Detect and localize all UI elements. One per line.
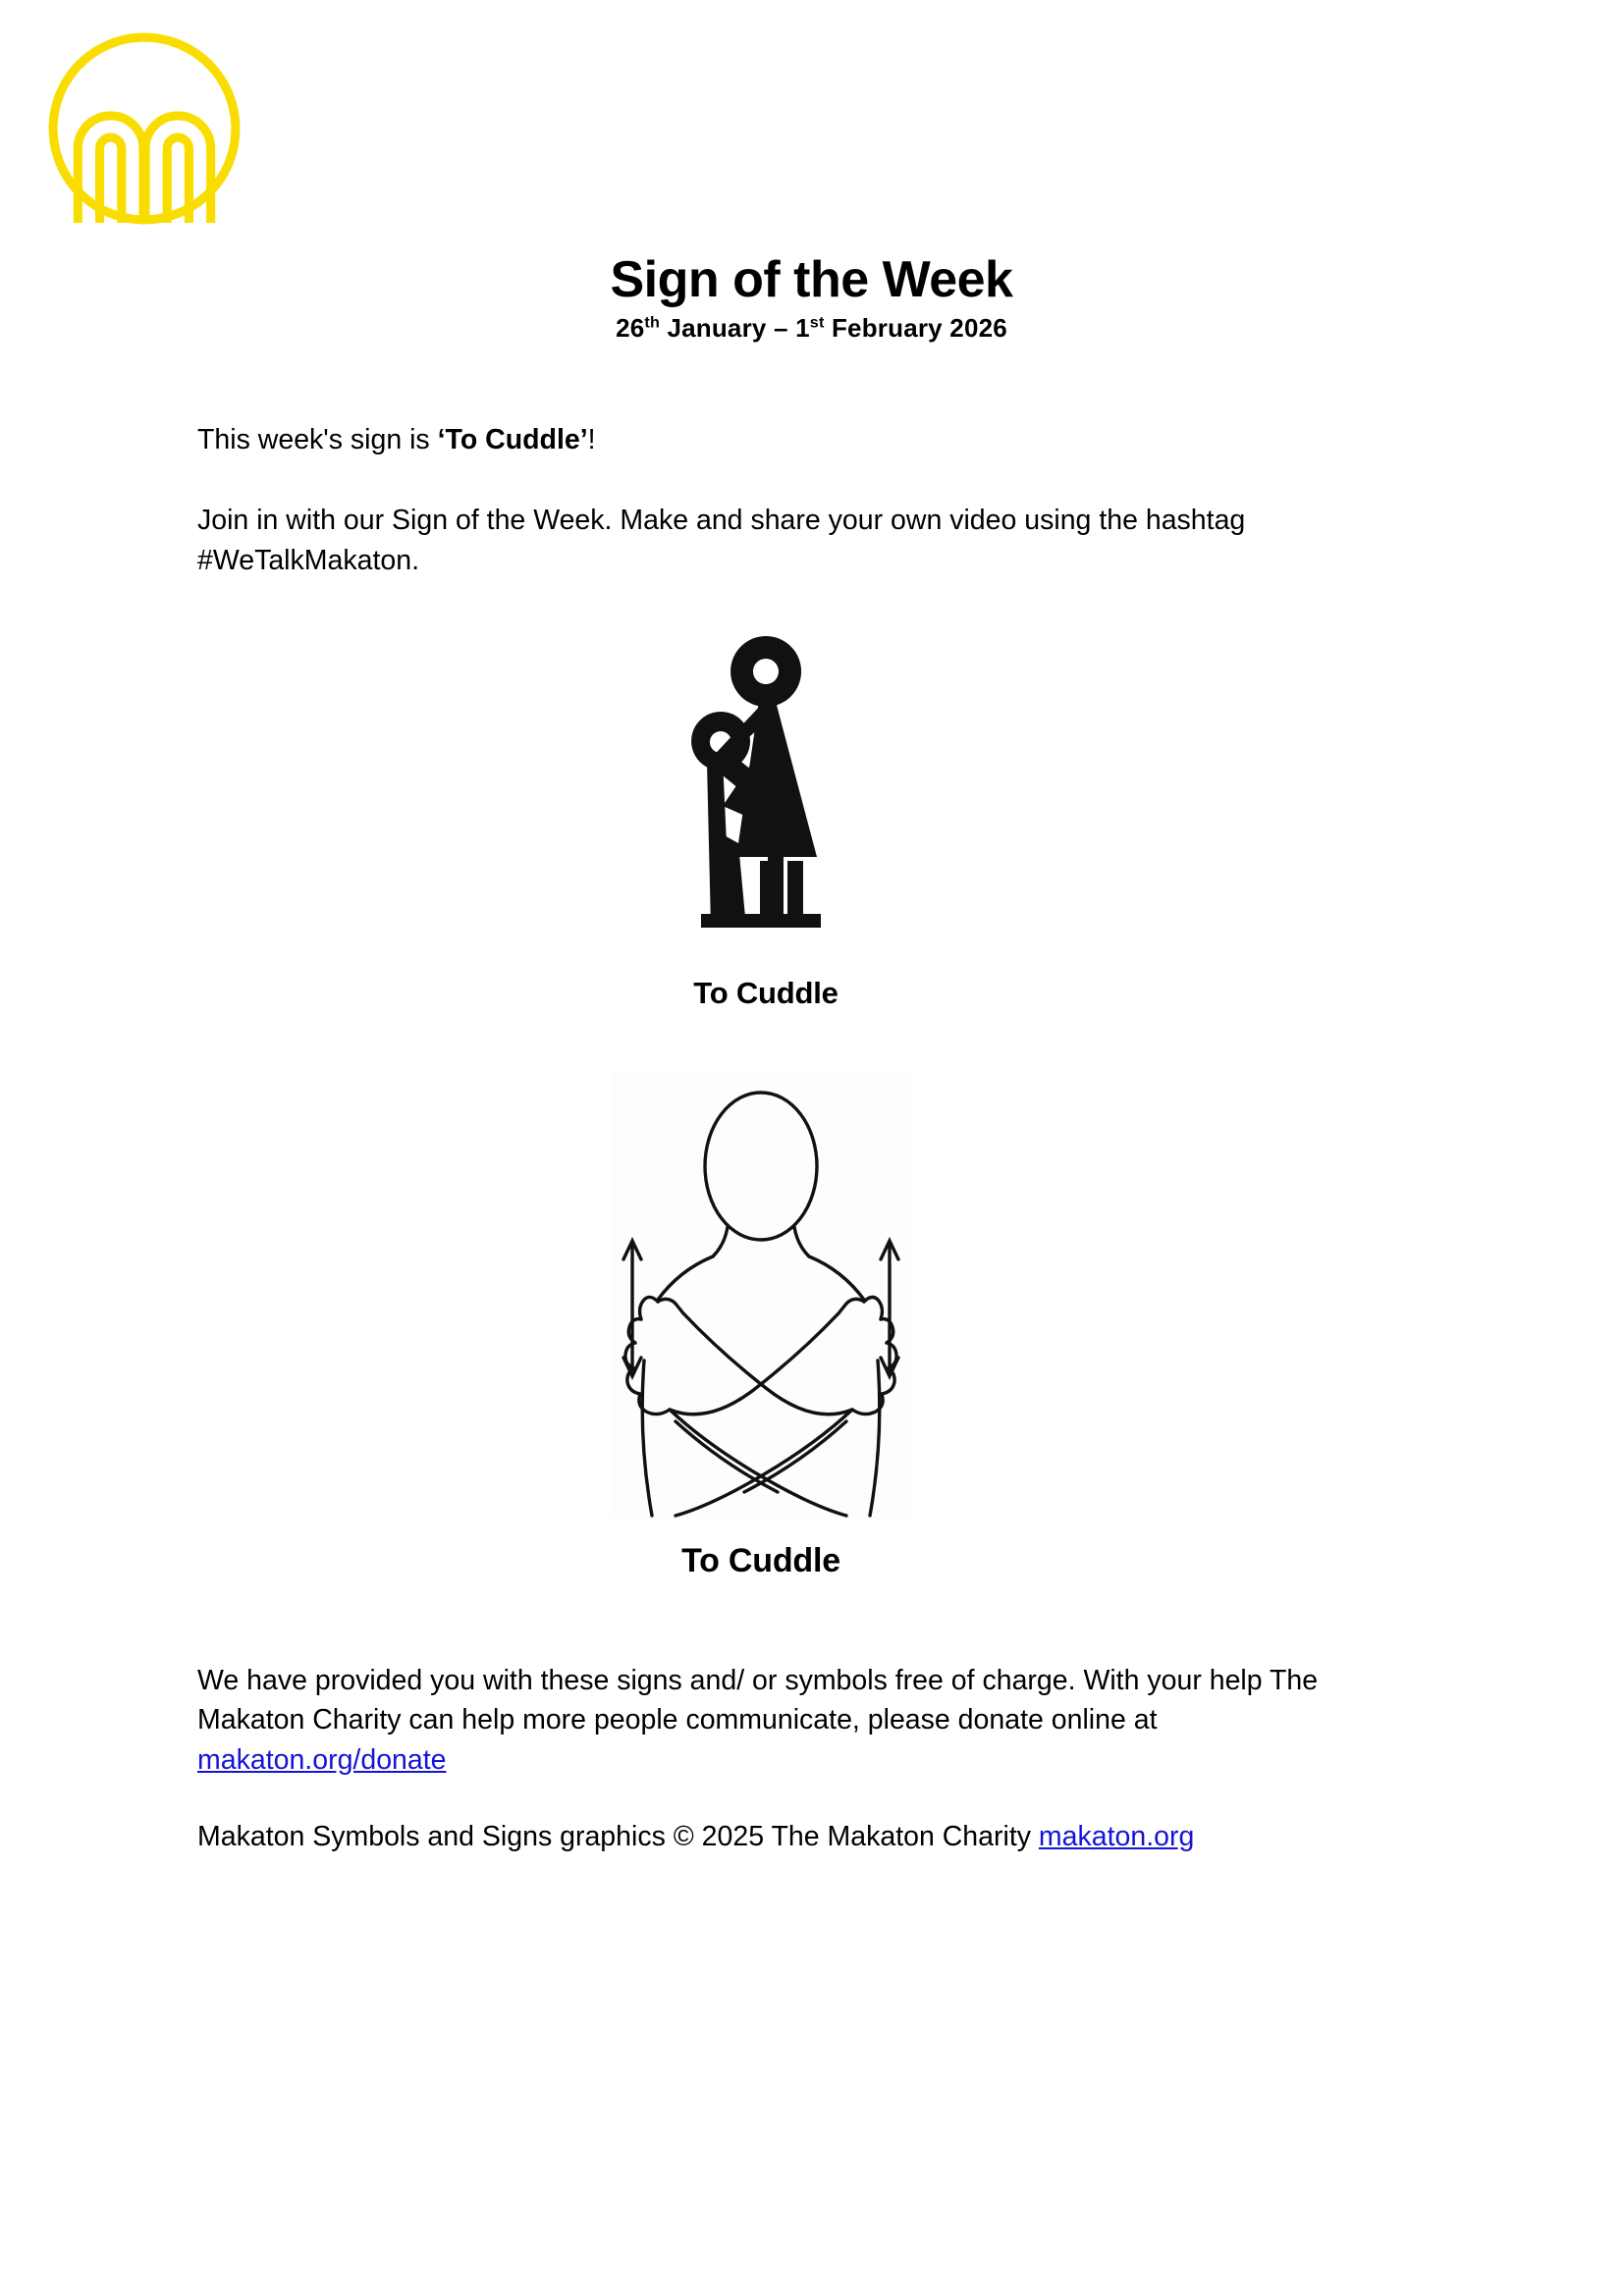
sign-intro-line [197,420,1395,459]
page-title: Sign of the Week [610,251,1013,308]
body-text [197,420,1395,580]
date-separator: – [774,312,788,343]
date-range [0,313,1623,344]
year: 2026 [949,312,1007,343]
start-ordinal: th [644,312,661,331]
hashtag-paragraph: Join in with our Sign of the Week. Make and share your own video using the hashtag #WeTalkMakaton. [197,505,1246,576]
cuddle-symbol-icon [677,633,854,972]
end-day: 1 [795,312,810,343]
copyright-text: Makaton Symbols and Signs graphics © 2025 The Makaton Charity [197,1821,1039,1853]
makaton-org-link[interactable]: makaton.org [1038,1821,1195,1853]
donate-link[interactable]: makaton.org/donate [197,1743,447,1776]
intro-prefix: This week's sign is [197,424,438,455]
title-block [0,253,1623,344]
donation-text: We have provided you with these signs and/ or symbols free of charge. With your help The Makaton Charity can help more people communicate, please donate online at [197,1665,1319,1736]
end-month: February [831,312,943,343]
sign-caption: To Cuddle [681,1542,840,1579]
makaton-symbol [648,633,884,1011]
footer [197,1661,1405,1857]
symbol-caption: To Cuddle [693,976,839,1010]
copyright-paragraph [197,1817,1405,1856]
makaton-logo [45,29,243,228]
intro-suffix: ! [587,424,596,455]
sign-name: ‘To Cuddle’ [437,424,588,455]
start-day: 26 [616,312,645,343]
start-month: January [667,312,767,343]
cuddle-sign-icon [611,1072,911,1519]
sign-image-box [611,1072,911,1519]
end-ordinal: st [809,312,825,331]
sign-illustration-block [611,1072,911,1580]
donation-paragraph [197,1661,1405,1780]
